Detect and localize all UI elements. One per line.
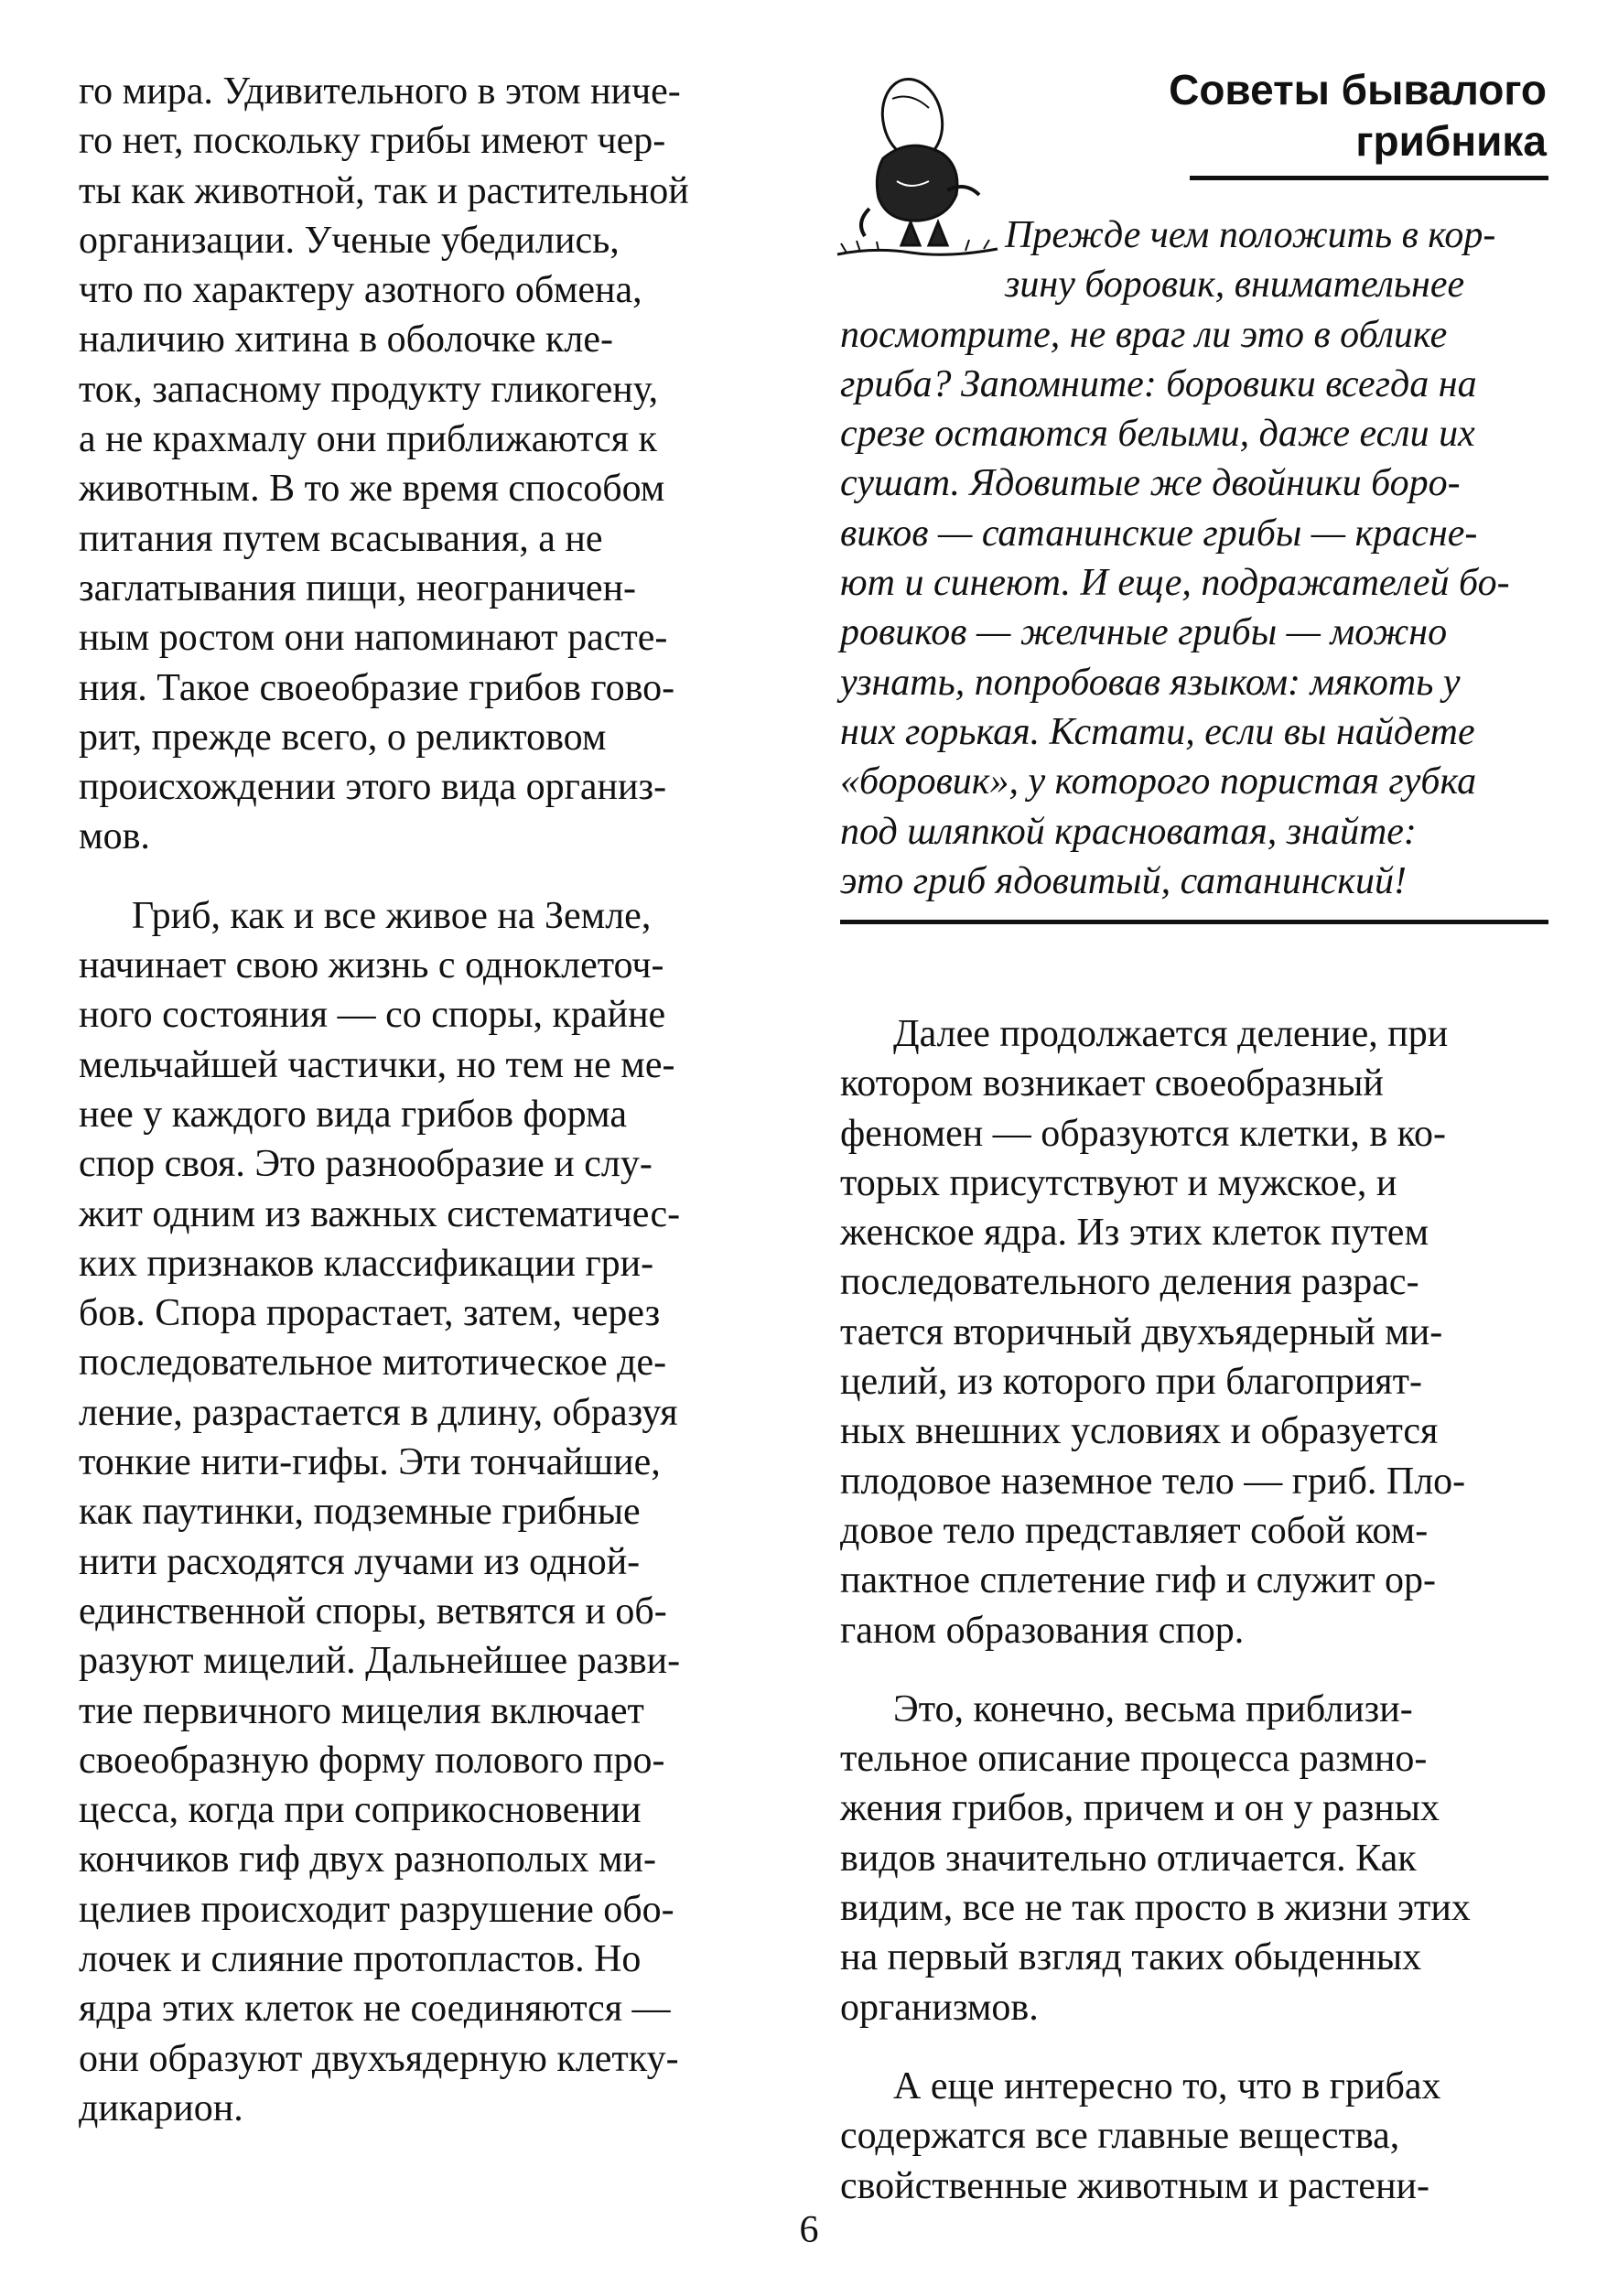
text-line: ление, разрастается в длину, образуя — [79, 1391, 678, 1434]
text-line: Гриб, как и все живое на Земле, — [132, 894, 652, 937]
text-line: своеобразную форму полового про- — [79, 1739, 665, 1782]
aside-text-line: ровиков — желчные грибы — можно — [840, 611, 1448, 654]
text-line: котором возникает своеобразный — [840, 1062, 1384, 1105]
text-line: нити расходятся лучами из одной- — [79, 1540, 641, 1583]
text-line: тие первичного мицелия включает — [79, 1689, 644, 1732]
text-line: начинает свою жизнь с одноклеточ- — [79, 944, 664, 987]
text-line: плодовое наземное тело — гриб. Пло- — [840, 1460, 1466, 1503]
text-line: целиев происходит разрушение обо- — [79, 1888, 674, 1931]
text-line: ных внешних условиях и образуется — [840, 1410, 1439, 1453]
text-line: лочек и слияние протопластов. Но — [79, 1937, 642, 1980]
aside-text-line: это гриб ядовитый, сатанинский! — [840, 859, 1407, 902]
text-line: мов. — [79, 815, 150, 858]
text-line: целий, из которого при благоприят- — [840, 1361, 1422, 1404]
text-line: заглатывания пищи, неограничен- — [79, 566, 637, 609]
aside-text-line: срезе остаются белыми, даже если их — [840, 413, 1475, 456]
aside-text-line: узнать, попробовав языком: мякоть у — [840, 661, 1461, 704]
aside-text-line: Прежде чем положить в кор- — [1005, 214, 1496, 256]
text-line: женское ядра. Из этих клеток путем — [840, 1212, 1429, 1255]
text-line: торых присутствуют и мужское, и — [840, 1161, 1397, 1204]
aside-text-line: «боровик», у которого пористая губка — [840, 760, 1477, 803]
left-column — [79, 67, 785, 2133]
text-line: организмов. — [840, 1986, 1039, 2029]
aside-text-line: сушат. Ядовитые же двойники боро- — [840, 462, 1461, 505]
text-line: последовательное митотическое де- — [79, 1342, 667, 1385]
aside-text-line: них горькая. Кстати, если вы найдете — [840, 710, 1475, 753]
text-line: дикарион. — [79, 2086, 243, 2129]
text-line: спор своя. Это разнообразие и слу- — [79, 1143, 653, 1186]
text-line: содержатся все главные вещества, — [840, 2115, 1400, 2158]
text-line: А еще интересно то, что в грибах — [893, 2064, 1441, 2107]
text-line: пактное сплетение гиф и служит ор- — [840, 1559, 1437, 1602]
text-line: нее у каждого вида грибов форма — [79, 1093, 627, 1136]
text-line: феномен — образуются клетки, в ко- — [840, 1112, 1446, 1155]
text-line: происхождении этого вида организ- — [79, 766, 667, 809]
paragraph-gap — [840, 1655, 1547, 1685]
text-line: жит одним из важных систематичес- — [79, 1192, 681, 1235]
aside-title — [1089, 64, 1547, 167]
aside-text-line: виков — сатанинские грибы — красне- — [840, 512, 1478, 555]
text-line: ядра этих клеток не соединяются — — [79, 1988, 671, 2031]
text-line: бов. Спора прорастает, затем, через — [79, 1292, 661, 1335]
text-line: организации. Ученые убедились, — [79, 219, 620, 262]
text-line: тельное описание процесса размно- — [840, 1738, 1428, 1781]
title-underline — [1190, 176, 1548, 180]
text-line: свойственные животным и растени- — [840, 2164, 1430, 2207]
text-line: Далее продолжается деление, при — [893, 1013, 1449, 1055]
text-line: ты как животной, так и растительной — [79, 169, 689, 212]
text-line: как паутинки, подземные грибные — [79, 1491, 641, 1534]
aside-text-line: под шляпкой красноватая, знайте: — [840, 810, 1417, 853]
page-number: 6 — [799, 2209, 819, 2251]
text-line: ного состояния — со споры, крайне — [79, 994, 666, 1037]
text-line: ток, запасному продукту гликогену, — [79, 368, 659, 411]
text-line: что по характеру азотного обмена, — [79, 269, 642, 312]
text-line: видим, все не так просто в жизни этих — [840, 1887, 1471, 1930]
text-line: питания путем всасывания, а не — [79, 517, 603, 560]
text-line: довое тело представляет собой ком- — [840, 1509, 1429, 1552]
text-line: последовательного деления разрас- — [840, 1261, 1419, 1304]
text-line: а не крахмалу они приближаются к — [79, 418, 657, 461]
text-line: жения грибов, причем и он у разных — [840, 1787, 1440, 1830]
text-line: кончиков гиф двух разнополых ми- — [79, 1838, 656, 1881]
text-line: животным. В то же время способом — [79, 468, 665, 511]
text-line: тается вторичный двухъядерный ми- — [840, 1310, 1443, 1353]
aside-title-line: грибника — [1355, 117, 1547, 165]
text-line: наличию хитина в оболочке кле- — [79, 318, 613, 361]
text-line: ния. Такое своеобразие грибов гово- — [79, 666, 675, 709]
aside-text-line: ют и синеют. И еще, подражателей бо- — [840, 562, 1510, 605]
text-line: го нет, поскольку грибы имеют чер- — [79, 120, 666, 163]
text-line: тонкие нити-гифы. Эти тончайшие, — [79, 1441, 661, 1484]
paragraph-gap — [840, 2032, 1547, 2062]
text-line: единственной споры, ветвятся и об- — [79, 1590, 667, 1633]
text-line: го мира. Удивительного в этом ниче- — [79, 70, 681, 113]
text-line: видов значительно отличается. Как — [840, 1837, 1417, 1880]
text-line: ным ростом они напоминают расте- — [79, 617, 668, 660]
text-line: на первый взгляд таких обыденных — [840, 1936, 1422, 1979]
text-line: цесса, когда при соприкосновении — [79, 1789, 642, 1832]
text-line: мельчайшей частички, но тем не ме- — [79, 1043, 675, 1086]
text-line: ганом образования спор. — [840, 1609, 1245, 1652]
aside-text-line: зину боровик, внимательнее — [1005, 264, 1465, 307]
aside-text-line: посмотрите, не враг ли это в облике — [840, 313, 1448, 356]
paragraph-gap — [79, 862, 785, 891]
aside-tips-text — [840, 210, 1548, 906]
aside-bottom-rule — [840, 920, 1548, 924]
right-column — [840, 1009, 1547, 2211]
aside-text-line: гриба? Запомните: боровики всегда на — [840, 362, 1477, 405]
text-line: они образуют двухъядерную клетку- — [79, 2037, 679, 2080]
text-line: ких признаков классификации гри- — [79, 1242, 654, 1285]
text-line: Это, конечно, весьма приблизи- — [893, 1687, 1413, 1730]
text-line: разуют мицелий. Дальнейшее разви- — [79, 1640, 681, 1683]
text-line: рит, прежде всего, о реликтовом — [79, 716, 607, 759]
aside-title-line: Советы бывалого — [1169, 66, 1547, 113]
